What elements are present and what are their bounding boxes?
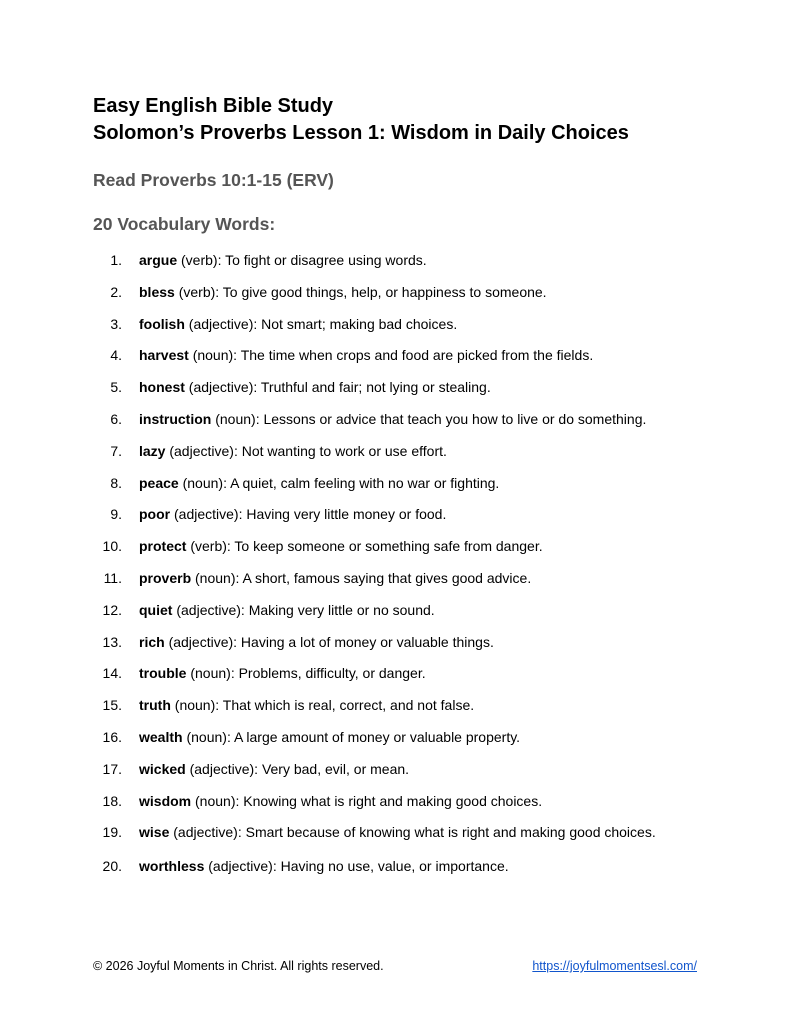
vocabulary-definition: : That which is real, correct, and not false. [215,697,475,714]
part-of-speech: (adjective) [170,506,239,523]
vocabulary-definition: : Not smart; making bad choices. [253,315,458,332]
part-of-speech: (noun) [178,474,224,491]
vocabulary-word: instruction [139,410,212,427]
vocabulary-item [93,536,733,568]
vocabulary-entry [139,345,593,365]
part-of-speech: (adjective) [185,760,255,777]
vocabulary-word: foolish [139,315,185,332]
vocabulary-number: 13. [102,633,122,650]
vocabulary-item [93,473,733,505]
vocabulary-number: 19. [102,824,122,841]
vocabulary-word: proverb [139,569,192,586]
vocabulary-word: peace [139,474,179,491]
vocabulary-definition: : Having no use, value, or importance. [272,858,509,875]
vocabulary-word: argue [139,252,178,268]
vocabulary-item [93,759,733,791]
vocabulary-definition: : The time when crops and food are picked from the fields. [233,347,594,364]
vocabulary-number: 12. [102,601,122,618]
title-line-1: Easy English Bible Study [93,95,334,117]
vocabulary-word: trouble [139,665,187,682]
vocabulary-entry [139,856,509,876]
part-of-speech: (adjective) [172,601,241,618]
vocabulary-entry [139,791,542,811]
vocabulary-item [93,345,733,377]
vocabulary-definition: : Having a lot of money or valuable things. [233,633,494,650]
vocabulary-definition: : Not wanting to work or use effort. [233,442,447,459]
vocabulary-entry [139,377,491,397]
vocabulary-entry [139,663,426,683]
vocabulary-definition: : To keep someone or something safe from danger. [226,538,543,555]
vocabulary-number: 5. [110,379,122,396]
copyright-notice: © 2026 Joyful Moments in Christ. All rights reserved. [93,959,384,973]
vocabulary-entry [139,600,435,620]
part-of-speech: (noun) [211,410,256,427]
vocabulary-word: truth [139,697,171,714]
part-of-speech: (verb) [186,538,227,555]
vocabulary-list [93,250,733,888]
vocabulary-entry [139,536,543,556]
part-of-speech: (noun) [170,697,216,714]
vocabulary-item [93,663,733,695]
vocabulary-item [93,250,733,282]
vocabulary-definition: : To fight or disagree using words. [217,252,427,268]
reading-assignment: Read Proverbs 10:1-15 (ERV) [93,170,334,190]
vocabulary-word: honest [139,379,185,396]
vocabulary-word: wicked [139,760,186,777]
vocabulary-number: 6. [110,410,122,427]
vocabulary-item [93,727,733,759]
vocabulary-item [93,314,733,346]
vocabulary-entry [139,282,547,302]
vocabulary-item [93,856,733,888]
vocabulary-entry [139,822,656,842]
vocabulary-item [93,600,733,632]
vocabulary-number: 15. [102,697,122,714]
part-of-speech: (verb) [177,252,218,268]
vocabulary-number: 14. [102,665,122,682]
vocabulary-definition: : Problems, difficulty, or danger. [230,665,426,682]
vocabulary-item [93,409,733,441]
vocabulary-word: protect [139,538,187,555]
vocabulary-number: 18. [102,792,122,809]
vocabulary-number: 3. [110,315,122,332]
vocabulary-number: 8. [110,474,122,491]
vocabulary-item [93,377,733,409]
vocabulary-number: 11. [103,569,122,586]
vocabulary-word: quiet [139,601,173,618]
vocabulary-item [93,822,733,854]
vocabulary-word: harvest [139,347,189,364]
vocabulary-word: lazy [139,442,166,459]
vocabulary-word: rich [139,633,165,650]
vocabulary-definition: : Knowing what is right and making good choices. [235,792,543,809]
vocabulary-entry [139,314,457,334]
vocabulary-number: 7. [110,442,122,459]
part-of-speech: (adjective) [184,315,254,332]
vocabulary-word: bless [139,283,175,300]
vocabulary-word: worthless [139,858,205,875]
vocabulary-word: wisdom [139,792,192,809]
vocabulary-entry [139,250,427,270]
vocabulary-number: 4. [110,347,122,364]
part-of-speech: (adjective) [165,442,234,459]
vocabulary-entry [139,441,447,461]
vocabulary-number: 1. [110,252,122,268]
part-of-speech: (noun) [188,347,234,364]
vocabulary-definition: : A quiet, calm feeling with no war or fighting. [223,474,500,491]
vocabulary-item [93,632,733,664]
vocabulary-item [93,791,733,823]
vocabulary-number: 9. [110,506,122,523]
vocabulary-item [93,695,733,727]
vocabulary-entry [139,568,531,588]
vocabulary-word: poor [139,506,171,523]
part-of-speech: (noun) [182,728,227,745]
part-of-speech: (adjective) [204,858,273,875]
part-of-speech: (verb) [174,283,216,300]
vocabulary-entry [139,695,474,715]
page-title [93,93,629,147]
vocabulary-item [93,441,733,473]
vocabulary-word: wealth [139,728,183,745]
vocabulary-definition: : Very bad, evil, or mean. [254,760,410,777]
part-of-speech: (noun) [191,792,236,809]
vocabulary-definition: : Smart because of knowing what is right and making good choices. [237,824,656,841]
part-of-speech: (adjective) [169,824,238,841]
vocabulary-definition: : A large amount of money or valuable property. [226,728,521,745]
vocabulary-definition: : Lessons or advice that teach you how to live or do something. [255,410,647,427]
vocabulary-heading: 20 Vocabulary Words: [93,214,276,234]
vocabulary-definition: : Having very little money or food. [238,506,447,523]
vocabulary-number: 16. [102,728,122,745]
website-link[interactable]: https://joyfulmomentsesl.com/ [532,959,697,973]
vocabulary-entry [139,473,499,493]
vocabulary-word: wise [139,824,170,841]
vocabulary-definition: : A short, famous saying that gives good advice. [235,569,532,586]
vocabulary-entry [139,504,446,524]
vocabulary-entry [139,409,646,429]
vocabulary-entry [139,727,520,747]
part-of-speech: (adjective) [184,379,254,396]
vocabulary-number: 17. [102,760,122,777]
part-of-speech: (adjective) [164,633,234,650]
vocabulary-number: 2. [110,283,122,300]
vocabulary-item [93,504,733,536]
vocabulary-entry [139,632,494,652]
vocabulary-definition: : To give good things, help, or happiness to someone. [215,283,547,300]
title-line-2: Solomon’s Proverbs Lesson 1: Wisdom in Daily Choices [93,122,629,144]
vocabulary-number: 10. [102,538,122,555]
vocabulary-number: 20. [102,858,122,875]
vocabulary-entry [139,759,409,779]
part-of-speech: (noun) [186,665,231,682]
part-of-speech: (noun) [191,569,236,586]
vocabulary-definition: : Truthful and fair; not lying or stealing. [253,379,491,396]
vocabulary-item [93,282,733,314]
vocabulary-item [93,568,733,600]
vocabulary-definition: : Making very little or no sound. [240,601,435,618]
